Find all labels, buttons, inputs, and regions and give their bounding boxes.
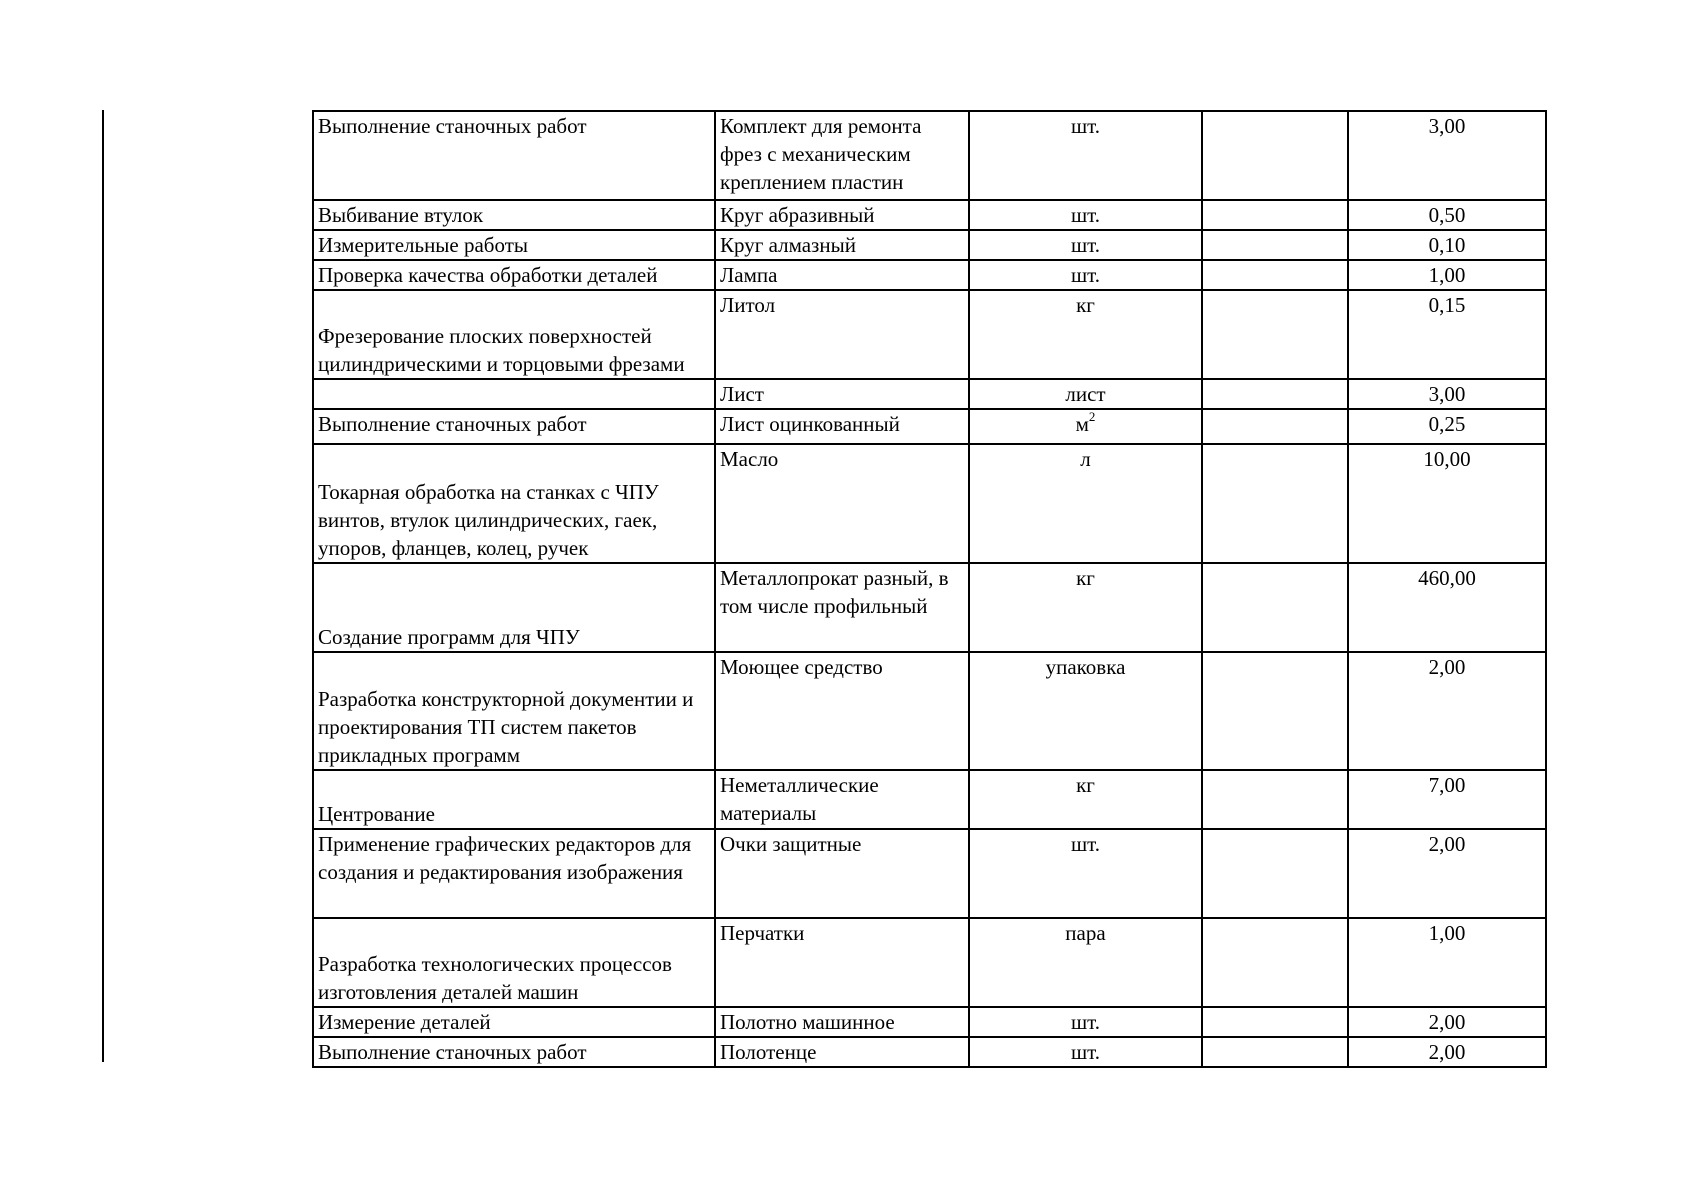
empty-cell — [1202, 290, 1348, 379]
work-cell: Разработка технологических процессов изготовления деталей машин — [313, 918, 715, 1007]
work-cell: Измерение деталей — [313, 1007, 715, 1037]
unit-cell: кг — [969, 290, 1202, 379]
material-cell: Лист оцинкованный — [715, 409, 969, 444]
quantity-cell: 460,00 — [1348, 563, 1546, 652]
unit-cell: лист — [969, 379, 1202, 409]
table-row — [313, 260, 1546, 290]
material-cell: Металлопрокат разный, в том числе профильный — [715, 563, 969, 652]
quantity-cell: 1,00 — [1348, 918, 1546, 1007]
quantity-cell: 0,25 — [1348, 409, 1546, 444]
quantity-cell: 2,00 — [1348, 652, 1546, 770]
unit-cell: пара — [969, 918, 1202, 1007]
quantity-cell: 1,00 — [1348, 260, 1546, 290]
work-cell: Применение графических редакторов для создания и редактирования изображения — [313, 829, 715, 918]
quantity-cell: 7,00 — [1348, 770, 1546, 829]
unit-cell — [969, 409, 1202, 444]
quantity-cell: 0,15 — [1348, 290, 1546, 379]
material-cell: Полотенце — [715, 1037, 969, 1067]
work-cell: Выбивание втулок — [313, 200, 715, 230]
quantity-cell: 0,50 — [1348, 200, 1546, 230]
unit-cell: упаковка — [969, 652, 1202, 770]
unit-cell: шт. — [969, 200, 1202, 230]
unit-cell: шт. — [969, 230, 1202, 260]
unit-cell: шт. — [969, 1007, 1202, 1037]
empty-cell — [1202, 918, 1348, 1007]
materials-table — [312, 110, 1547, 1068]
table-row — [313, 290, 1546, 379]
empty-cell — [1202, 200, 1348, 230]
unit-cell: кг — [969, 770, 1202, 829]
work-cell: Выполнение станочных работ — [313, 111, 715, 200]
material-cell: Круг алмазный — [715, 230, 969, 260]
unit-superscript: 2 — [1088, 409, 1096, 424]
table-row — [313, 770, 1546, 829]
empty-cell — [1202, 563, 1348, 652]
unit-cell: л — [969, 444, 1202, 563]
unit-cell: шт. — [969, 829, 1202, 918]
unit-cell: шт. — [969, 260, 1202, 290]
unit-cell: шт. — [969, 111, 1202, 200]
material-cell: Круг абразивный — [715, 200, 969, 230]
quantity-cell: 2,00 — [1348, 1007, 1546, 1037]
material-cell: Моющее средство — [715, 652, 969, 770]
table-row — [313, 652, 1546, 770]
table-row — [313, 200, 1546, 230]
work-cell: Фрезерование плоских поверхностей цилиндрическими и торцовыми фрезами — [313, 290, 715, 379]
table-row — [313, 230, 1546, 260]
empty-cell — [1202, 1007, 1348, 1037]
work-cell: Выполнение станочных работ — [313, 1037, 715, 1067]
table-row — [313, 1007, 1546, 1037]
work-cell: Проверка качества обработки деталей — [313, 260, 715, 290]
material-cell: Литол — [715, 290, 969, 379]
table-row — [313, 409, 1546, 444]
empty-cell — [1202, 770, 1348, 829]
quantity-cell: 3,00 — [1348, 111, 1546, 200]
quantity-cell: 2,00 — [1348, 829, 1546, 918]
unit-cell: кг — [969, 563, 1202, 652]
quantity-cell: 2,00 — [1348, 1037, 1546, 1067]
empty-cell — [1202, 379, 1348, 409]
quantity-cell: 3,00 — [1348, 379, 1546, 409]
material-cell: Масло — [715, 444, 969, 563]
empty-cell — [1202, 652, 1348, 770]
material-cell: Очки защитные — [715, 829, 969, 918]
material-cell: Лист — [715, 379, 969, 409]
empty-cell — [1202, 444, 1348, 563]
table-row — [313, 111, 1546, 200]
work-cell: Создание программ для ЧПУ — [313, 563, 715, 652]
table-row — [313, 379, 1546, 409]
work-cell: Разработка конструкторной документии и проектирования ТП систем пакетов прикладных программ — [313, 652, 715, 770]
empty-cell — [1202, 230, 1348, 260]
material-cell: Лампа — [715, 260, 969, 290]
table-row — [313, 918, 1546, 1007]
empty-cell — [1202, 111, 1348, 200]
quantity-cell: 10,00 — [1348, 444, 1546, 563]
table-row — [313, 563, 1546, 652]
table-row — [313, 1037, 1546, 1067]
empty-cell — [1202, 409, 1348, 444]
page-margin-line — [102, 110, 104, 1062]
work-cell: Токарная обработка на станках с ЧПУ винтов, втулок цилиндрических, гаек, упоров, фланцев, колец, ручек — [313, 444, 715, 563]
material-cell: Комплект для ремонта фрез с механическим креплением пластин — [715, 111, 969, 200]
work-cell: Выполнение станочных работ — [313, 409, 715, 444]
empty-cell — [1202, 829, 1348, 918]
material-cell: Перчатки — [715, 918, 969, 1007]
table-row — [313, 829, 1546, 918]
unit-cell: шт. — [969, 1037, 1202, 1067]
material-cell: Неметаллические материалы — [715, 770, 969, 829]
unit-text: м — [1075, 412, 1089, 436]
work-cell: Измерительные работы — [313, 230, 715, 260]
empty-cell — [1202, 1037, 1348, 1067]
material-cell: Полотно машинное — [715, 1007, 969, 1037]
work-cell — [313, 379, 715, 409]
work-cell: Центрование — [313, 770, 715, 829]
quantity-cell: 0,10 — [1348, 230, 1546, 260]
table-row — [313, 444, 1546, 563]
empty-cell — [1202, 260, 1348, 290]
